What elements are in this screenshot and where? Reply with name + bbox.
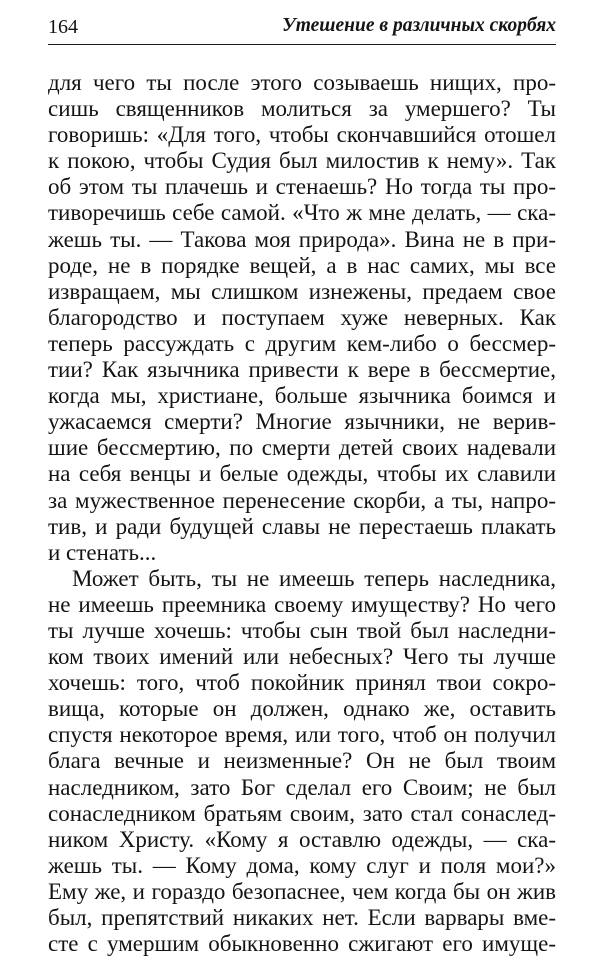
book-page <box>48 14 556 957</box>
paragraph-first-line: Может быть, ты не имеешь теперь наследника, <box>72 565 556 591</box>
text-line: спустя некоторое время, или того, чтоб он получил <box>48 722 556 748</box>
text-line: извращаем, мы слишком изнежены, предаем свое <box>48 278 556 304</box>
text-line: тив, и ради будущей славы не перестаешь плакать <box>48 513 556 539</box>
text-line: об этом ты плачешь и стенаешь? Но тогда ты про- <box>48 174 556 200</box>
text-line: блага вечные и неизменные? Он не был твоим <box>48 748 556 774</box>
text-line: наследником, зато Бог сделал его Своим; не был <box>48 774 556 800</box>
text-line: не имеешь преемника своему имуществу? Но чего <box>48 591 556 617</box>
text-line: ником Христу. «Кому я оставлю одежды, — ска- <box>48 826 556 852</box>
text-line: ужасаемся смерти? Многие язычники, не верив- <box>48 409 556 435</box>
text-line: сонаследником братьям своим, зато стал сонаслед- <box>48 800 556 826</box>
text-line: к покою, чтобы Судия был милостив к нему». Так <box>48 148 556 174</box>
text-line: и стенать... <box>48 539 157 565</box>
text-line: шие бессмертию, по смерти детей своих надевали <box>48 435 556 461</box>
text-line: жешь ты. — Кому дома, кому слуг и поля мои?» <box>48 852 556 878</box>
text-line: сишь священников молиться за умершего? Ты <box>48 96 556 122</box>
text-line: говоришь: «Для того, чтобы скончавшийся отошел <box>48 122 556 148</box>
page-header <box>48 14 556 45</box>
running-title: Утешение в различных скорбях <box>282 15 556 36</box>
page-number: 164 <box>48 16 78 38</box>
text-line: ты лучше хочешь: чтобы сын твой был наследни- <box>48 617 556 643</box>
text-line: на себя венцы и белые одежды, чтобы их славили <box>48 461 556 487</box>
text-line: тии? Как язычника привести к вере в бессмертие, <box>48 357 556 383</box>
text-line: вища, которые он должен, однако же, оставить <box>48 696 556 722</box>
text-line: за мужественное перенесение скорби, а ты, напро- <box>48 487 556 513</box>
text-line: для чего ты после этого созываешь нищих, про- <box>48 70 556 95</box>
text-line: когда мы, христиане, больше язычника боимся и <box>48 383 556 409</box>
body-text <box>48 70 556 957</box>
text-line: благородство и поступаем хуже неверных. Как <box>48 304 556 330</box>
text-line: жешь ты. — Такова моя природа». Вина не в при- <box>48 226 556 252</box>
text-line: ком твоих имений или небесных? Чего ты лучше <box>48 644 556 670</box>
text-line: был, препятствий никаких нет. Если варвары вме- <box>48 905 556 930</box>
text-line: тиворечишь себе самой. «Что ж мне делать, — ска- <box>48 200 556 226</box>
text-line: роде, не в порядке вещей, а в нас самих, мы все <box>48 252 556 278</box>
text-line: теперь рассуждать с другим кем-либо о бессмер- <box>48 330 556 356</box>
text-line: хочешь: того, чтоб покойник принял твои сокро- <box>48 670 556 696</box>
text-line: Ему же, и гораздо безопаснее, чем когда бы он жив <box>48 878 556 904</box>
text-line: сте с умершим обыкновенно сжигают его имуще- <box>48 931 556 957</box>
